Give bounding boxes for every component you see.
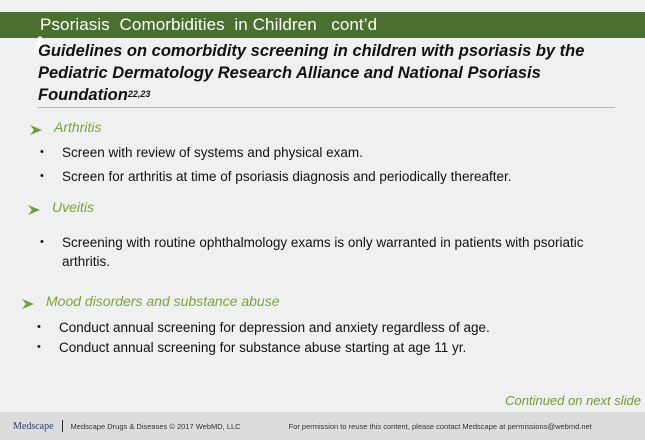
- bullet-text: Conduct annual screening for substance abuse starting at age 11 yr.: [59, 340, 467, 355]
- subtitle-text: Guidelines on comorbidity screening in children with psoriasis by the Pediatric Dermatology Research Alliance and National Psoriasis Foundation: [38, 42, 585, 104]
- list-item: [37, 338, 637, 357]
- slide-title: Psoriasis Comorbidities in Children cont’d: [40, 15, 378, 34]
- divider: [38, 107, 615, 108]
- footer-copyright: Medscape Drugs & Diseases © 2017 WebMD, LLC: [70, 421, 241, 431]
- slide-subtitle: [38, 40, 618, 106]
- list-item: [37, 318, 637, 337]
- bullet-dot-icon: •: [40, 170, 44, 182]
- bullet-text: Screen for arthritis at time of psoriasis diagnosis and periodically thereafter.: [62, 169, 512, 184]
- bullet-text: Conduct annual screening for depression and anxiety regardless of age.: [59, 320, 490, 335]
- section-heading-uveitis: [28, 199, 94, 215]
- section-heading-label: Uveitis: [52, 199, 95, 215]
- bullet-dot-icon: •: [40, 146, 44, 158]
- footer: [0, 412, 645, 440]
- arrow-bullet-icon: [28, 202, 40, 212]
- list-item: [40, 233, 595, 271]
- bullet-dot-icon: •: [37, 341, 41, 353]
- medscape-logo: Medscape: [13, 420, 54, 432]
- bullet-text: Screen with review of systems and physical exam.: [62, 145, 363, 160]
- citation-superscript: 22,23: [127, 89, 151, 99]
- list-item: [40, 143, 630, 162]
- bullet-dot-icon: •: [37, 321, 41, 333]
- bullet-dot-icon: •: [40, 236, 44, 248]
- section-heading-label: Mood disorders and substance abuse: [46, 293, 280, 309]
- arrow-bullet-icon: [30, 122, 42, 132]
- list-item: [40, 167, 640, 186]
- slide-header: [0, 12, 645, 38]
- section-heading-arthritis: [30, 119, 101, 135]
- continued-note: Continued on next slide: [505, 393, 641, 408]
- arrow-bullet-icon: [22, 296, 34, 306]
- footer-separator: [62, 420, 63, 432]
- child-icon: [14, 16, 28, 34]
- bullet-text: Screening with routine ophthalmology exams is only warranted in patients with psoriatic arthritis.: [62, 235, 584, 269]
- footer-permission: For permission to reuse this content, please contact Medscape at permissions@webmd.net: [288, 421, 592, 431]
- section-heading-label: Arthritis: [54, 119, 102, 135]
- section-heading-mood-disorders: [22, 293, 279, 309]
